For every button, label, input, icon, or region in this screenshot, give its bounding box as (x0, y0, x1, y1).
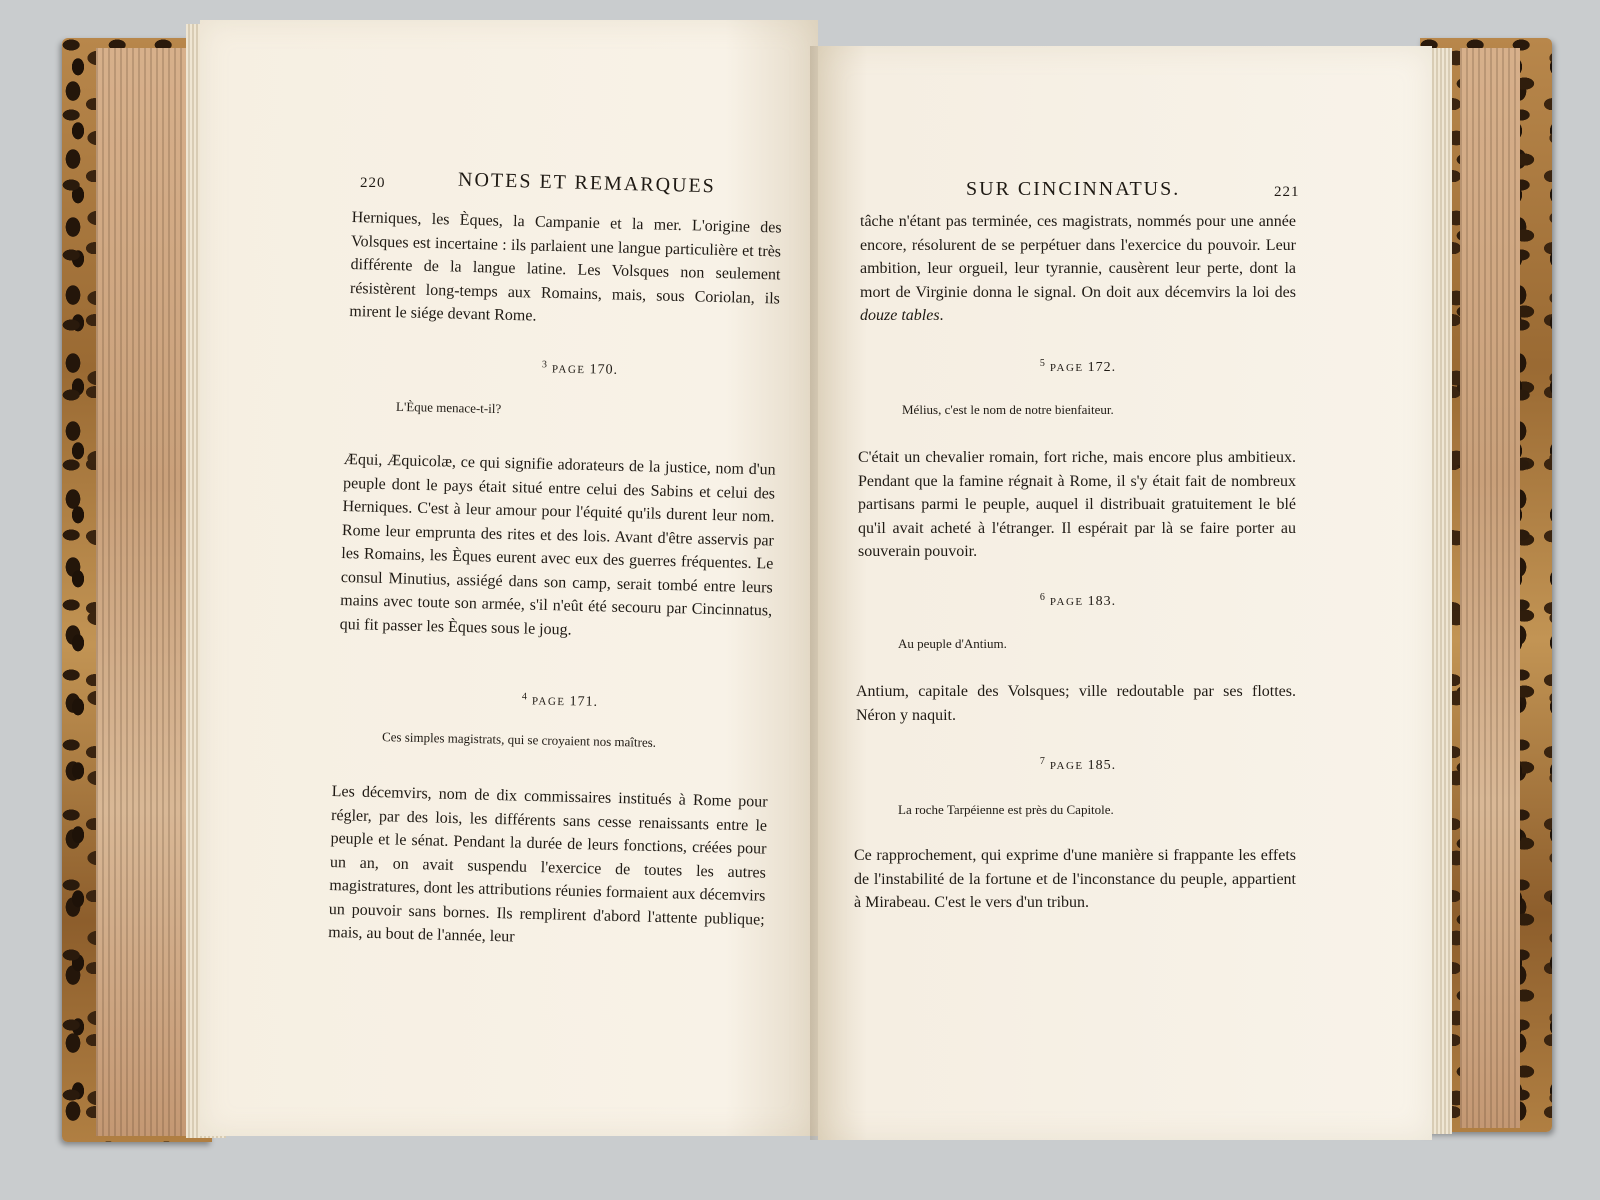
note-page-label: PAGE (1049, 596, 1084, 608)
paragraph-text: Herniques, les Èques, la Campanie et la mer. L'origine des Volsques est incertaine : ils parlaient une langue particulière et très différente de la langue latine. Les Volsques non seulement résistèrent long-temps aux Romains, mais, sous Coriolan, ils mirent le siége devant Rome. (349, 208, 782, 325)
paragraph-text: Antium, capitale des Volsques; ville redoutable par ses flottes. Néron y naquit. (856, 683, 1296, 724)
paragraph (858, 446, 1296, 564)
note-page-number: 171. (569, 694, 599, 710)
note-page-label: PAGE (551, 363, 586, 377)
paragraph (328, 780, 768, 955)
paragraph-text (860, 210, 1296, 328)
note-quote: Ces simples magistrats, qui se croyaient nos maîtres. (381, 729, 657, 750)
paragraph-text-start: tâche n'étant pas terminée, ces magistrats, nommés pour une année encore, résolurent de se perpétuer dans l'exercice du pouvoir. Leur ambition, leur orgueil, leur tyrannie, causèrent leur perte, dont la mort de Virginie donna le signal. On doit aux décemvirs la loi des (860, 213, 1296, 301)
note-quote: Mélius, c'est le nom de notre bienfaiteur. (902, 402, 1114, 417)
note-page-number: 172. (1087, 360, 1117, 375)
running-head: SUR CINCINNATUS. (966, 178, 1181, 200)
note-page-number: 185. (1087, 758, 1117, 773)
note-reference (998, 358, 1158, 376)
note-page-label: PAGE (531, 695, 566, 709)
note-number: 6 (1039, 592, 1046, 603)
paragraph-text: Ce rapprochement, qui exprime d'une manière si frappante les effets de l'instabilité de la fortune et de l'inconstance du peuple, appartient à Mirabeau. C'est le vers d'un tribun. (854, 847, 1296, 911)
page-number: 220 (360, 175, 386, 191)
paragraph (860, 210, 1296, 328)
paragraph-text: Les décemvirs, nom de dix commissaires institués à Rome pour régler, par des lois, les différents sans cesse renaissants entre le peuple et le sénat. Pendant la durée de leurs fonctions, créées pour un an, on avait suspendu l'exercice de toutes les autres magistratures, dont les attributions réunies formaient aux décemvirs un pouvoir sans bornes. Ils remplirent d'abord l'attente publique; mais, au bout de l'année, leur (328, 782, 768, 946)
paragraph-text-end: . (939, 307, 944, 324)
marbled-edge-left (96, 48, 188, 1136)
note-reference (480, 690, 640, 711)
note-quote: L'Èque menace-t-il? (395, 398, 502, 417)
note-number: 5 (1039, 358, 1046, 369)
note-quote: Au peuple d'Antium. (898, 636, 1007, 651)
italic-term: douze tables (860, 307, 940, 324)
page-number: 221 (1274, 184, 1300, 200)
note-quote: La roche Tarpéienne est près du Capitole. (898, 802, 1114, 817)
note-reference (998, 756, 1158, 774)
running-head: NOTES ET REMARQUES (457, 168, 717, 198)
note-page-label: PAGE (1049, 760, 1084, 772)
paragraph (856, 680, 1296, 727)
note-page-label: PAGE (1049, 362, 1084, 374)
left-page (200, 20, 818, 1136)
note-page-number: 170. (589, 362, 619, 378)
paragraph-text: Æqui, Æquicolæ, ce qui signifie adorateurs de la justice, nom d'un peuple dont le pays était situé entre celui des Sabins et celui des Herniques. C'est à leur amour pour l'équité qu'ils durent leur nom. Rome leur emprunta des rites et des lois. Avant d'être asservis par les Romains, les Èques eurent avec eux des guerres fréquentes. Le consul Minutius, assiégé dans son camp, serait tombé entre leurs mains avec toute son armée, s'il n'eût été secouru par Cincinnatus, qui fit passer les Èques sous le joug. (339, 450, 776, 639)
paragraph-text: C'était un chevalier romain, fort riche, mais encore plus ambitieux. Pendant que la famine régnait à Rome, il s'y était fait de nombreux partisans parmi le peuple, auquel il distribuait gratuitement le blé qu'il avait acheté à l'étranger. Il espérait par là se faire porter au souverain pouvoir. (858, 449, 1296, 560)
note-number: 4 (521, 691, 529, 703)
paragraph (339, 448, 775, 646)
right-page (818, 46, 1432, 1140)
note-number: 7 (1039, 756, 1046, 767)
note-number: 3 (541, 359, 549, 371)
paragraph (854, 844, 1296, 915)
note-page-number: 183. (1087, 594, 1117, 609)
note-reference (500, 358, 660, 379)
note-reference (998, 592, 1158, 610)
marbled-edge-right (1460, 48, 1520, 1128)
paragraph (349, 206, 782, 334)
